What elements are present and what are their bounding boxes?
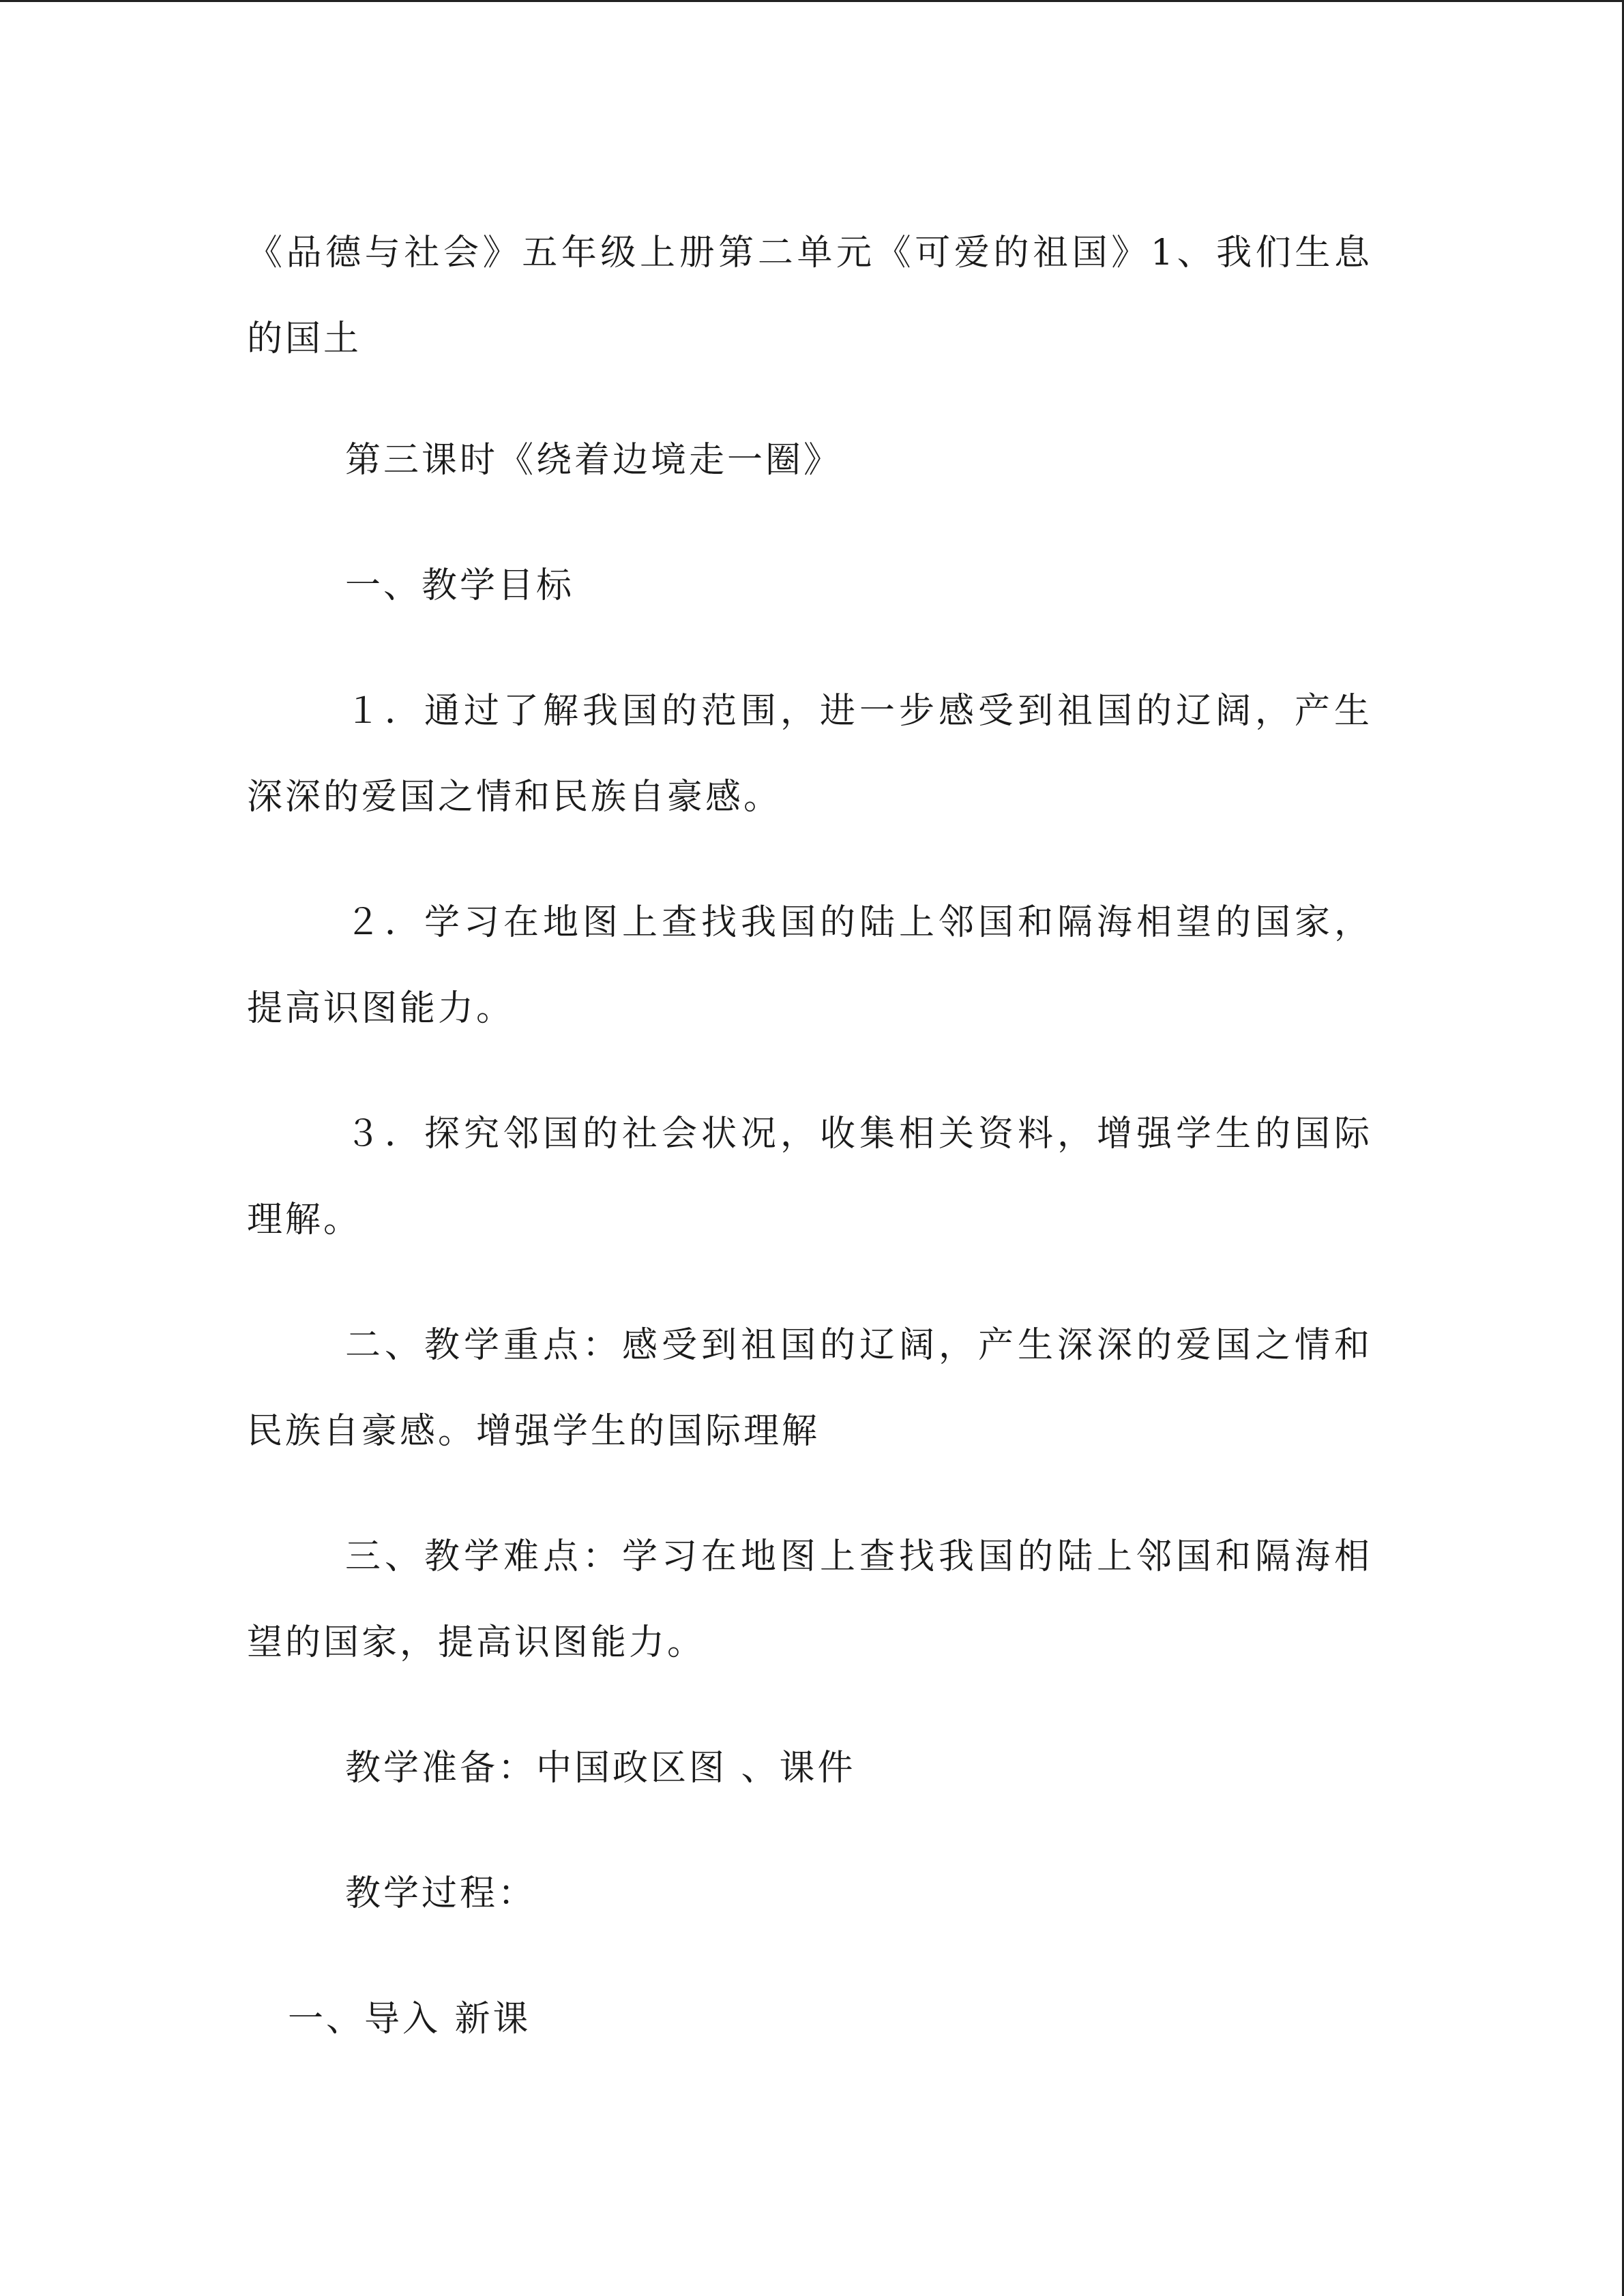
objectives-heading: 一、教学目标 bbox=[345, 565, 575, 606]
preparation: 教学准备：中国政区图 、课件 bbox=[345, 1748, 856, 1789]
lesson-title: 第三课时《绕着边境走一圈》 bbox=[345, 440, 842, 481]
objective-item: １．通过了解我国的范围，进一步感受到祖国的辽阔，产生深深的爱国之情和民族自豪感。 bbox=[247, 691, 1372, 818]
page-top-border bbox=[0, 0, 1624, 2]
objective-item: ３．探究邻国的社会状况，收集相关资料，增强学生的国际理解。 bbox=[247, 1114, 1372, 1240]
key-points: 二、教学重点：感受到祖国的辽阔，产生深深的爱国之情和民族自豪感。增强学生的国际理解 bbox=[247, 1325, 1372, 1452]
difficulties: 三、教学难点：学习在地图上查找我国的陆上邻国和隔海相望的国家，提高识图能力。 bbox=[247, 1536, 1372, 1663]
step-one-heading: 一、导入 新课 bbox=[288, 1999, 531, 2040]
document-title: 《品德与社会》五年级上册第二单元《可爱的祖国》1、我们生息的国土 bbox=[247, 233, 1372, 359]
objective-item: ２．学习在地图上查找我国的陆上邻国和隔海相望的国家，提高识图能力。 bbox=[247, 902, 1372, 1029]
document-body bbox=[247, 210, 1372, 2102]
process-heading: 教学过程： bbox=[345, 1873, 537, 1914]
